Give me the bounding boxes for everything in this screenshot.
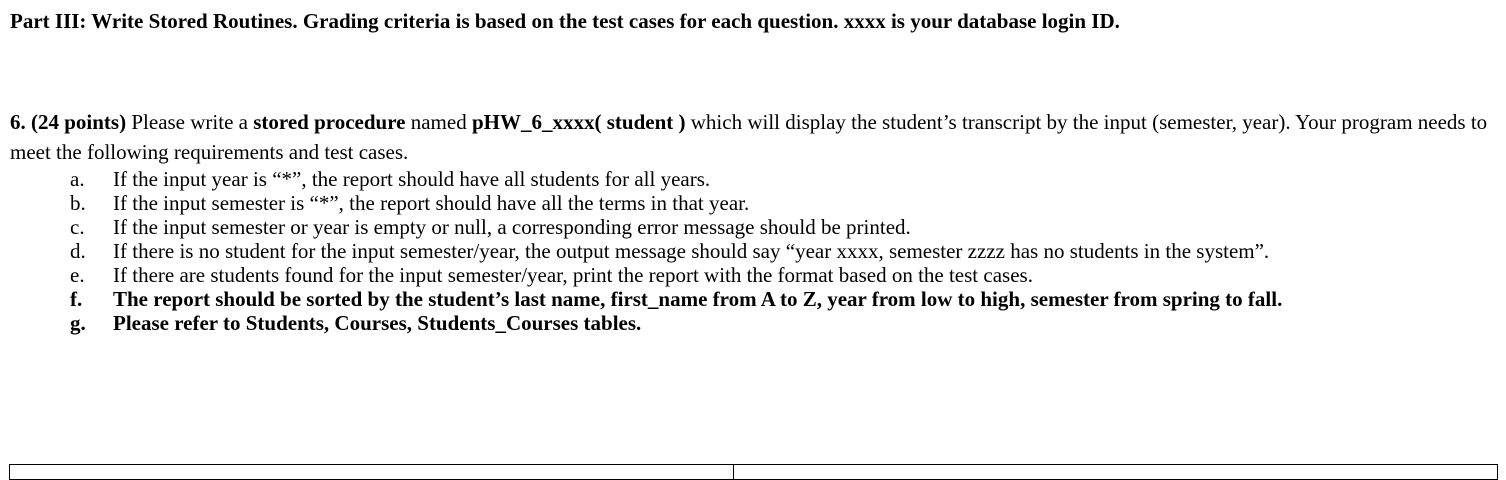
test-case-table: [9, 464, 1498, 480]
requirement-c: [0, 215, 1506, 239]
table-cell-left: [10, 465, 734, 479]
requirement-f: [0, 287, 1506, 311]
requirement-text: If the input semester or year is empty or null, a corresponding error message should be printed.: [113, 215, 911, 239]
requirement-marker: f.: [70, 287, 83, 311]
question-6: [10, 107, 1490, 167]
requirement-marker: d.: [70, 239, 86, 263]
requirement-marker: e.: [70, 263, 85, 287]
question-text-1: Please write a: [126, 110, 254, 134]
requirement-text: The report should be sorted by the student’s last name, first_name from A to Z, year from low to high, semester from spring to fall.: [113, 287, 1283, 311]
requirement-b: [0, 191, 1506, 215]
requirement-marker: a.: [70, 167, 85, 191]
part-heading: Part III: Write Stored Routines. Grading criteria is based on the test cases for each question. xxxx is your database login ID.: [10, 9, 1120, 33]
requirement-text: Please refer to Students, Courses, Students_Courses tables.: [113, 311, 642, 335]
requirement-a: [0, 167, 1506, 191]
question-bold-stored-procedure: stored procedure: [253, 110, 406, 134]
table-cell-right: [734, 465, 1497, 479]
requirement-text: If there is no student for the input semester/year, the output message should say “year xxxx, semester zzzz has no students in the system”.: [113, 239, 1270, 263]
requirement-marker: c.: [70, 215, 85, 239]
requirements-list: [0, 167, 1506, 335]
requirement-marker: b.: [70, 191, 86, 215]
requirement-e: [0, 263, 1506, 287]
question-number: 6. (24 points): [10, 110, 127, 134]
question-text-2: named: [405, 110, 472, 134]
requirement-d: [0, 239, 1506, 263]
requirement-g: [0, 311, 1506, 335]
requirement-marker: g.: [70, 311, 86, 335]
question-text-3: which will display the student’s transcript by the input (semester, year). Your program needs to meet the following requirements and test cases.: [10, 110, 1488, 164]
requirement-text: If there are students found for the input semester/year, print the report with the format based on the test cases.: [113, 263, 1033, 287]
question-bold-procedure-name: pHW_6_xxxx( student ): [471, 110, 686, 134]
requirement-text: If the input year is “*”, the report should have all students for all years.: [113, 167, 711, 191]
requirement-text: If the input semester is “*”, the report should have all the terms in that year.: [113, 191, 750, 215]
